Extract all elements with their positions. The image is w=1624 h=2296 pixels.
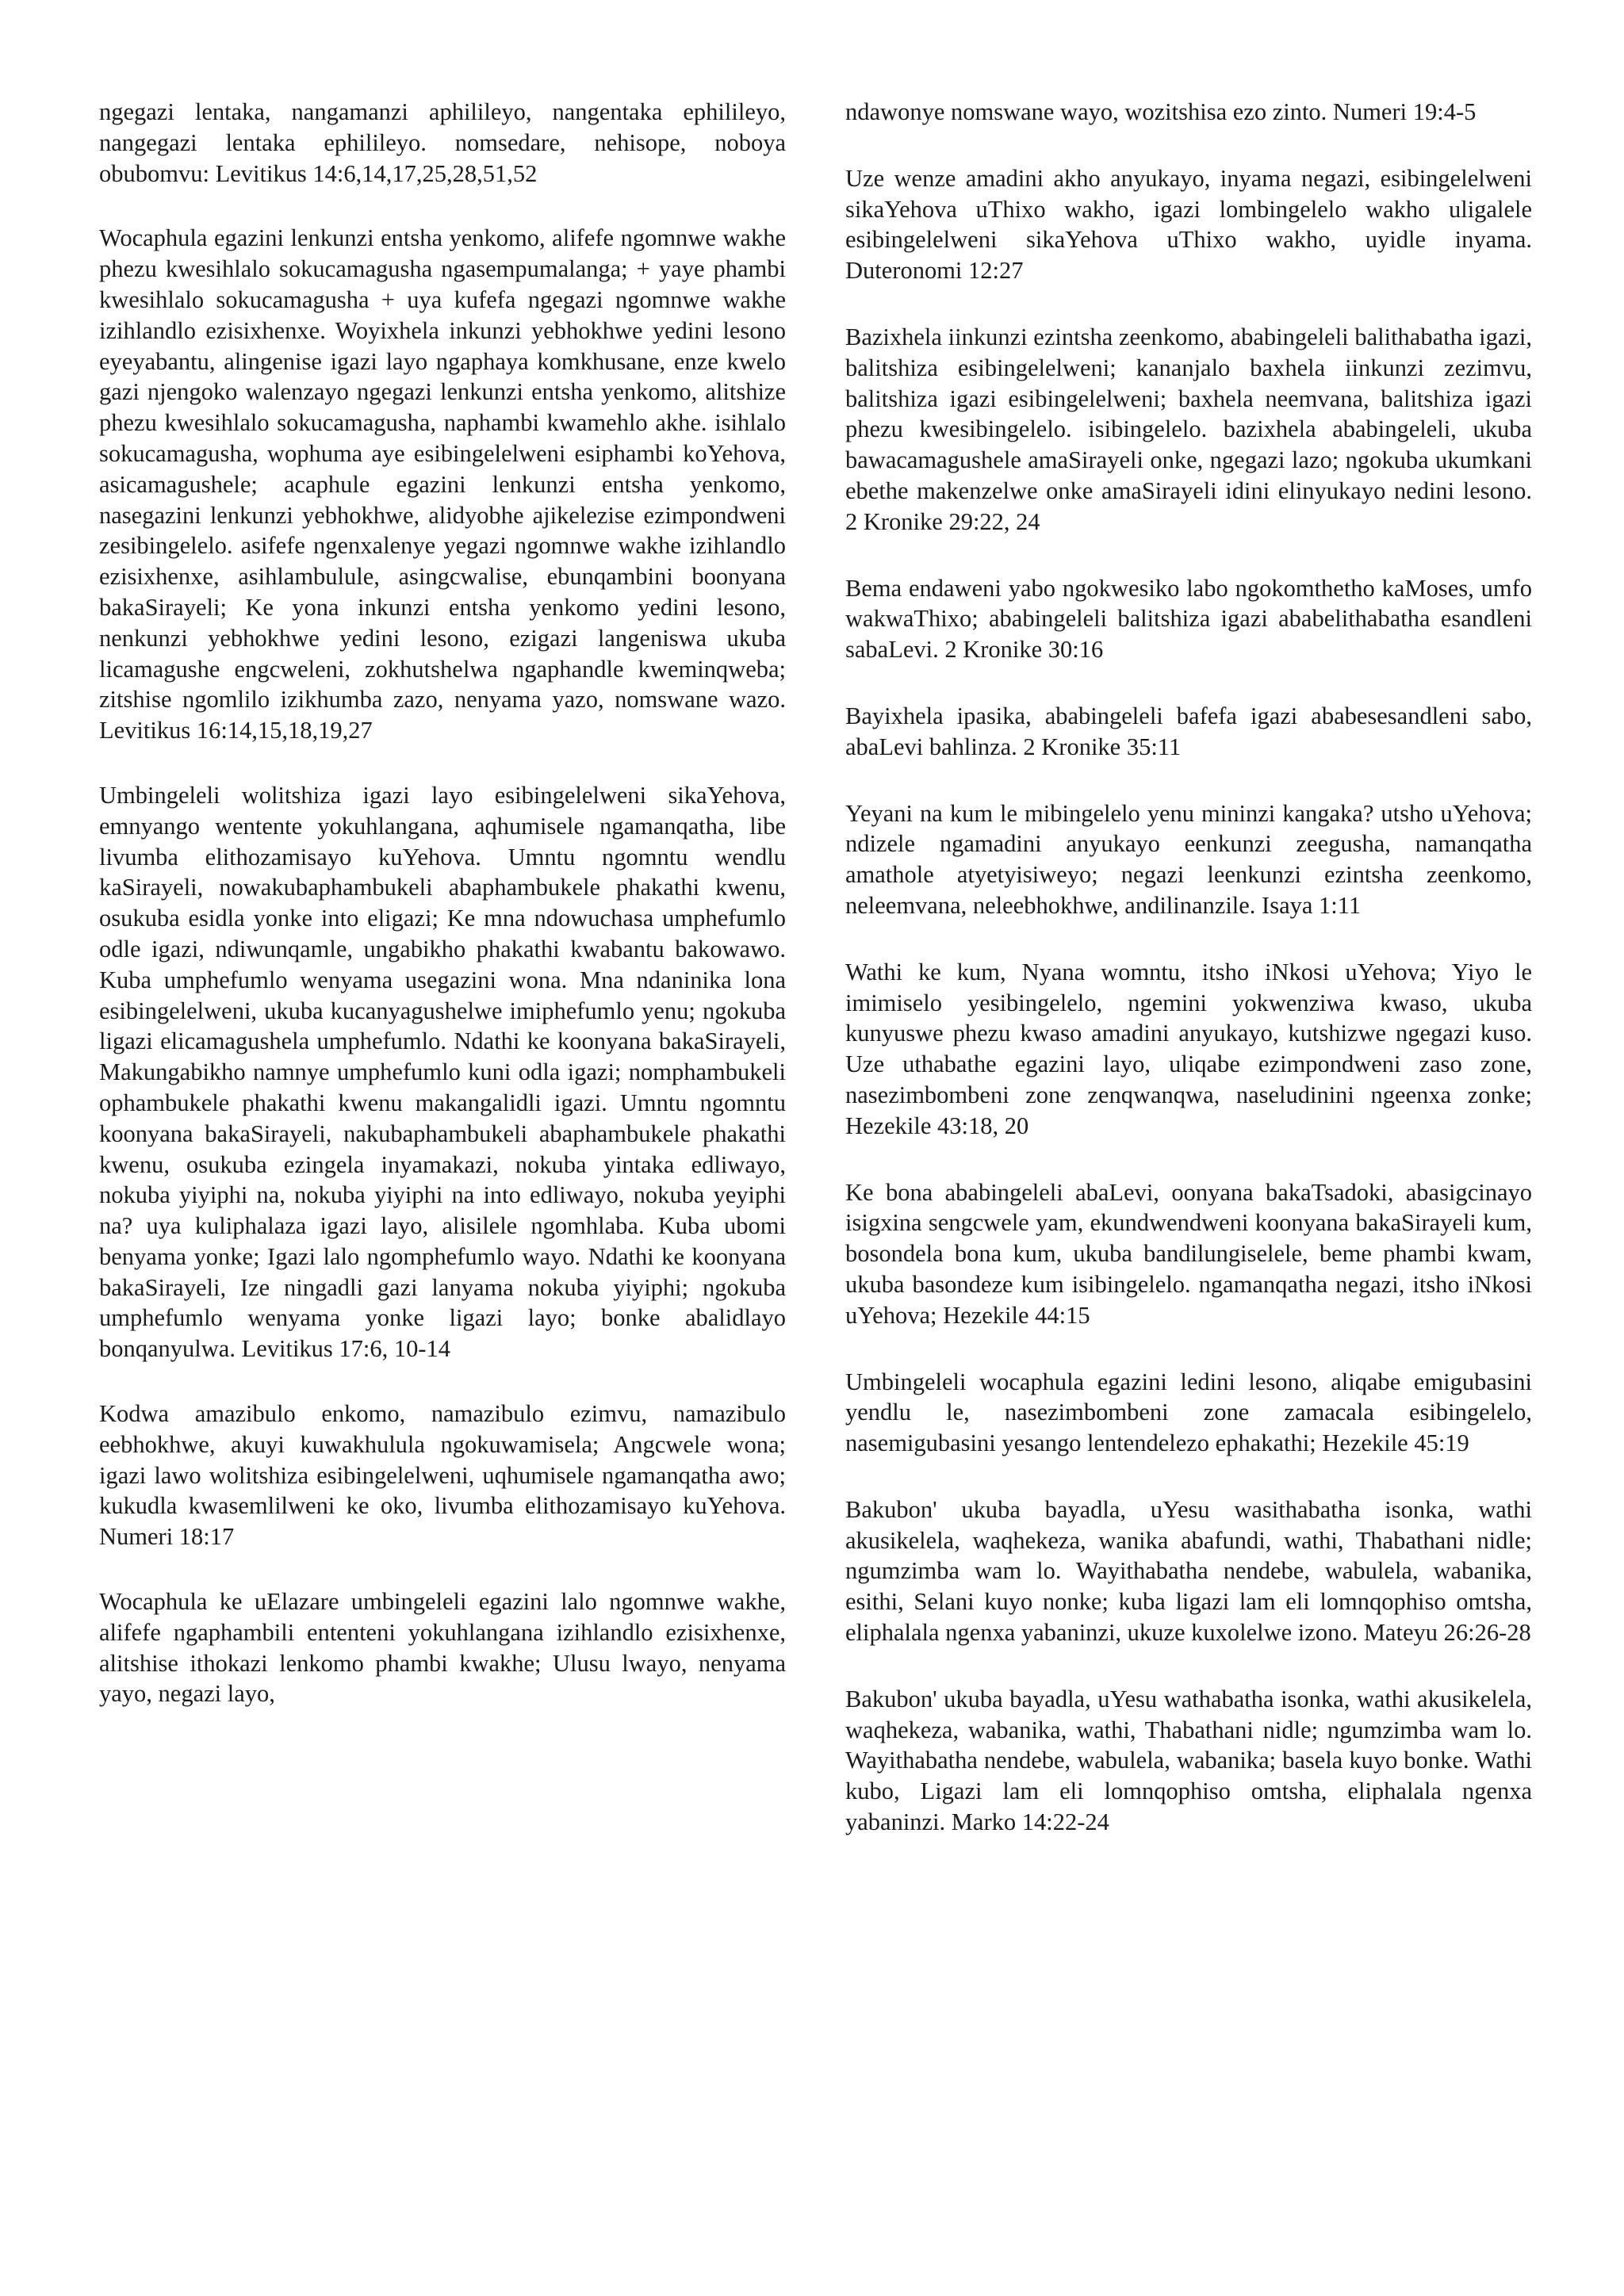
- scripture-paragraph: Bema endaweni yabo ngokwesiko labo ngokomthetho kaMoses, umfo wakwaThixo; ababingeleli balitshiza igazi ababelithabatha esandleni sabaLevi. 2 Kronike 30:16: [845, 574, 1532, 664]
- right-column: [845, 97, 1532, 1873]
- left-column: [99, 97, 786, 1743]
- scripture-paragraph: ngegazi lentaka, nangamanzi aphilileyo, nangentaka ephilileyo, nangegazi lentaka ephilileyo. nomsedare, nehisope, noboya obubomvu: Levitikus 14:6,14,17,25,28,51,52: [99, 98, 786, 187]
- scripture-paragraph: Umbingeleli wolitshiza igazi layo esibingelelweni sikaYehova, emnyango wentente yokuhlangana, aqhumisele ngamanqatha, libe livumba elithozamisayo kuYehova. Umntu ngomntu wendlu kaSirayeli, nowakubaphambukeli abaphambukele phakathi kwenu, osukuba esidla yonke into eligazi; Ke mna ndowuchasa umphefumlo odle igazi, ndiwunqamle, ungabikho phakathi kwabantu bakowawo. Kuba umphefumlo wenyama usegazini wona. Mna ndaninika lona esibingelelweni, ukuba kucanyagushelwe imiphefumlo yenu; ngokuba ligazi elicamagushela umphefumlo. Ndathi ke koonyana bakaSirayeli, Makungabikho namnye umphefumlo kuni odla igazi; nomphambukeli ophambukele phakathi kwenu makangalidli igazi. Umntu ngomntu koonyana bakaSirayeli, nakubaphambukeli abaphambukele phakathi kwenu, osukuba ezingela inyamakazi, nokuba yintaka edliwayo, nokuba yiyiphi na, nokuba yiyiphi na into edliwayo, nokuba yeyiphi na? uya kuliphalaza igazi layo, alisilele ngomhlaba. Kuba ubomi benyama yonke; Igazi lalo ngomphefumlo wayo. Ndathi ke koonyana bakaSirayeli, Ize ningadli gazi lanyama nokuba yiyiphi; ngokuba umphefumlo wenyama yonke ligazi layo; bonke abalidlayo bonqanyulwa. Levitikus 17:6, 10-14: [99, 781, 786, 1363]
- scripture-paragraph: Wathi ke kum, Nyana womntu, itsho iNkosi uYehova; Yiyo le imimiselo yesibingelelo, ngemini yokwenziwa kwaso, ukuba kunyuswe phezu kwaso amadini anyukayo, kutshizwe ngegazi kuso. Uze uthabathe egazini layo, uliqabe ezimpondweni zaso zone, nasezimbombeni zone zenqwanqwa, naseludinini ngeenxa zonke; Hezekile 43:18, 20: [845, 958, 1532, 1139]
- scripture-paragraph: Bakubon' ukuba bayadla, uYesu wasithabatha isonka, wathi akusikelela, waqhekeza, wanika abafundi, wathi, Thabathani nidle; ngumzimba wam lo. Wayithabatha nendebe, wabulela, wabanika, esithi, Selani kuyo nonke; kuba ligazi lam eli lomnqophiso omtsha, eliphalala ngenxa yabaninzi, ukuze kuxolelwe izono. Mateyu 26:26-28: [845, 1495, 1532, 1647]
- scripture-paragraph: Umbingeleli wocaphula egazini ledini lesono, aliqabe emigubasini yendlu le, nasezimbombeni zone zamacala esibingelelo, nasemigubasini yesango lentendelezo ephakathi; Hezekile 45:19: [845, 1368, 1532, 1457]
- scripture-paragraph: ndawonye nomswane wayo, wozitshisa ezo zinto. Numeri 19:4-5: [845, 98, 1477, 125]
- scripture-paragraph: Bakubon' ukuba bayadla, uYesu wathabatha isonka, wathi akusikelela, waqhekeza, wabanika, wathi, Thabathani nidle; ngumzimba wam lo. Wayithabatha nendebe, wabulela, wabanika; basela kuyo bonke. Wathi kubo, Ligazi lam eli lomnqophiso omtsha, eliphalala ngenxa yabaninzi. Marko 14:22-24: [845, 1685, 1532, 1836]
- scripture-paragraph: Bazixhela iinkunzi ezintsha zeenkomo, ababingeleli balithabatha igazi, balitshiza esibingelelweni; kananjalo baxhela iinkunzi zezimvu, balitshiza igazi esibingelelweni; baxhela neemvana, balitshiza igazi phezu kwesibingelelo. isibingelelo. bazixhela ababingeleli, ukuba bawacamagushele amaSirayeli onke, ngegazi lazo; ngokuba ukumkani ebethe makenzelwe onke amaSirayeli idini elinyukayo nedini lesono. 2 Kronike 29:22, 24: [845, 323, 1532, 535]
- scripture-paragraph: Wocaphula egazini lenkunzi entsha yenkomo, alifefe ngomnwe wakhe phezu kwesihlalo sokucamagusha ngasempumalanga; + yaye phambi kwesihlalo sokucamagusha + uya kufefa ngegazi ngomnwe wakhe izihlandlo ezisixhenxe. Woyixhela inkunzi yebhokhwe yedini lesono eyeyabantu, alingenise igazi layo ngaphaya komkhusane, enze kwelo gazi njengoko walenzayo ngegazi lenkunzi entsha yenkomo, alitshize phezu kwesihlalo sokucamagusha, naphambi kwamehlo akhe. isihlalo sokucamagusha, wophuma aye esibingelelweni esiphambi koYehova, asicamagushele; acaphule egazini lenkunzi entsha yenkomo, nasegazini lenkunzi yebhokhwe, alidyobhe ajikelezise ezimpondweni zesibingelelo. asifefe ngenxalenye yegazi ngomnwe wakhe izihlandlo ezisixhenxe, asihlambulule, asingcwalise, ebunqambini boonyana bakaSirayeli; Ke yona inkunzi entsha yenkomo yedini lesono, nenkunzi yebhokhwe yedini lesono, ezigazi langeniswa ukuba licamagushe engcweleni, zokhutshelwa ngaphandle kweminqweba; zitshise ngomlilo izikhumba zazo, nenyama yazo, nomswane wazo. Levitikus 16:14,15,18,19,27: [99, 224, 786, 744]
- scripture-paragraph: Ke bona ababingeleli abaLevi, oonyana bakaTsadoki, abasigcinayo isigxina sengcwele yam, ekundwendweni koonyana bakaSirayeli kum, bosondela bona kum, ukuba bandilungiselele, beme phambi kwam, ukuba basondeze kum isibingelelo. ngamanqatha negazi, itsho iNkosi uYehova; Hezekile 44:15: [845, 1178, 1532, 1329]
- scripture-paragraph: Bayixhela ipasika, ababingeleli bafefa igazi ababesesandleni sabo, abaLevi bahlinza. 2 Kronike 35:11: [845, 702, 1532, 760]
- scripture-paragraph: Yeyani na kum le mibingelelo yenu mininzi kangaka? utsho uYehova; ndizele ngamadini anyukayo eenkunzi zeegusha, namanqatha amathole atyetyisiweyo; negazi leenkunzi ezintsha zeenkomo, neleemvana, neleebhokhwe, andilinanzile. Isaya 1:11: [845, 799, 1532, 919]
- scripture-paragraph: Wocaphula ke uElazare umbingeleli egazini lalo ngomnwe wakhe, alifefe ngaphambili ententeni yokuhlangana izihlandlo ezisixhenxe, alitshise ithokazi lenkomo phambi kwakhe; Ulusu lwayo, nenyama yayo, negazi layo,: [99, 1588, 786, 1708]
- scripture-paragraph: Uze wenze amadini akho anyukayo, inyama negazi, esibingelelweni sikaYehova uThixo wakho, igazi lombingelelo wakho uligalele esibingelelweni sikaYehova uThixo wakho, uyidle inyama. Duteronomi 12:27: [845, 164, 1532, 285]
- scripture-paragraph: Kodwa amazibulo enkomo, namazibulo ezimvu, namazibulo eebhokhwe, akuyi kuwakhulula ngokuwamisela; Angcwele wona; igazi lawo wolitshiza esibingelelweni, uqhumisele ngamanqatha awo; kukudla kwasemlilweni ke oko, livumba elithozamisayo kuYehova. Numeri 18:17: [99, 1400, 786, 1551]
